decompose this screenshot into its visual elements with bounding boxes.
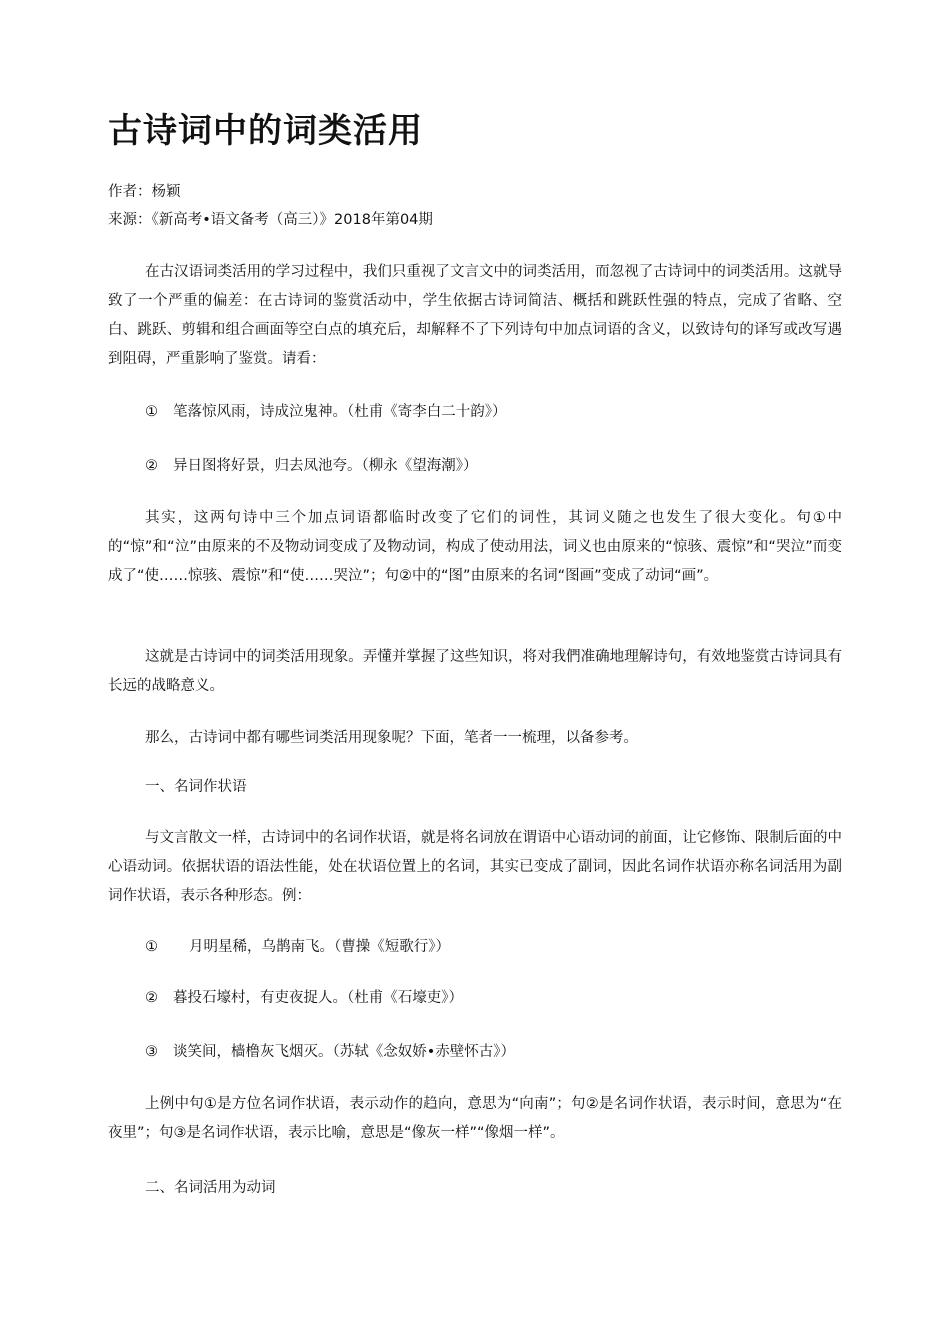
significance-paragraph: 这就是古诗词中的词类活用现象。弄懂并掌握了这些知识，将对我們准确地理解诗句，有效地鉴赏古诗词具有长远的战略意义。 (108, 649, 842, 694)
example-number: ③ (145, 1044, 158, 1060)
transition-paragraph: 那么，古诗词中都有哪些词类活用现象呢？下面，笔者一一梳理，以备参考。 (145, 730, 638, 746)
example-analysis-paragraph: 上例中句①是方位名词作状语，表示动作的趋向，意思为“向南”；句②是名词作状语，表示时间，意思为“在夜里”；句③是名词作状语，表示比喻，意思是“像灰一样”“像烟一样”。 (108, 1096, 842, 1141)
example-line-1 (145, 400, 507, 424)
example-text: 暮投石壕村，有吏夜捉人。（杜甫《石壕吏》） (173, 990, 463, 1006)
article-source: 来源：《新高考•语文备考（高三）》2018年第04期 (108, 212, 433, 228)
example-text: 谈笑间，樯橹灰飞烟灭。（苏轼《念奴娇•赤壁怀古》） (173, 1044, 516, 1060)
explanation-paragraph: 其实，这两句诗中三个加点词语都临时改变了它们的词性，其词义随之也发生了很大变化。句①中的“惊”和“泣”由原来的不及物动词变成了及物动词，构成了使动用法，词义也由原来的“惊骇、震惊”和“哭泣”而变成了“使……惊骇、震惊”和“使……哭泣”；句②中的“图”由原来的名词“图画”变成了动词“画”。 (108, 510, 842, 584)
intro-paragraph: 在古汉语词类活用的学习过程中，我们只重视了文言文中的词类活用，而忽视了古诗词中的词类活用。这就导致了一个严重的偏差：在古诗词的鉴赏活动中，学生依据古诗词简洁、概括和跳跃性强的特点，完成了省略、空白、跳跃、剪辑和组合画面等空白点的填充后，却解释不了下列诗句中加点词语的含义，以致诗句的译写或改写遇到阻碍，严重影响了鉴赏。请看： (108, 264, 842, 367)
section-1-paragraph: 与文言散文一样，古诗词中的名词作状语，就是将名词放在谓语中心语动词的前面，让它修饰、限制后面的中心语动词。依据状语的语法性能，处在状语位置上的名词，其实已变成了副词，因此名词作状语亦称名词活用为副词作状语，表示各种形态。例： (108, 830, 842, 904)
example-text: 月明星稀，乌鹊南飞。（曹操《短歌行》） (189, 939, 450, 955)
example-number: ② (145, 990, 158, 1006)
example-line-2 (145, 454, 478, 478)
example-text: 异日图将好景，归去凤池夸。（柳永《望海潮》） (173, 458, 478, 474)
article-title: 古诗词中的词类活用 (108, 111, 423, 151)
example-text: 笔落惊风雨，诗成泣鬼神。（杜甫《寄李白二十韵》） (173, 404, 507, 420)
example-line-4 (145, 986, 463, 1010)
example-line-3 (145, 935, 450, 959)
example-number: ① (145, 404, 158, 420)
section-heading-2: 二、名词活用为动词 (145, 1180, 276, 1196)
example-line-5 (145, 1040, 515, 1064)
example-number: ② (145, 458, 158, 474)
example-number: ① (145, 939, 158, 955)
article-author: 作者：杨颖 (108, 184, 181, 200)
section-heading-1: 一、名词作状语 (145, 779, 247, 795)
